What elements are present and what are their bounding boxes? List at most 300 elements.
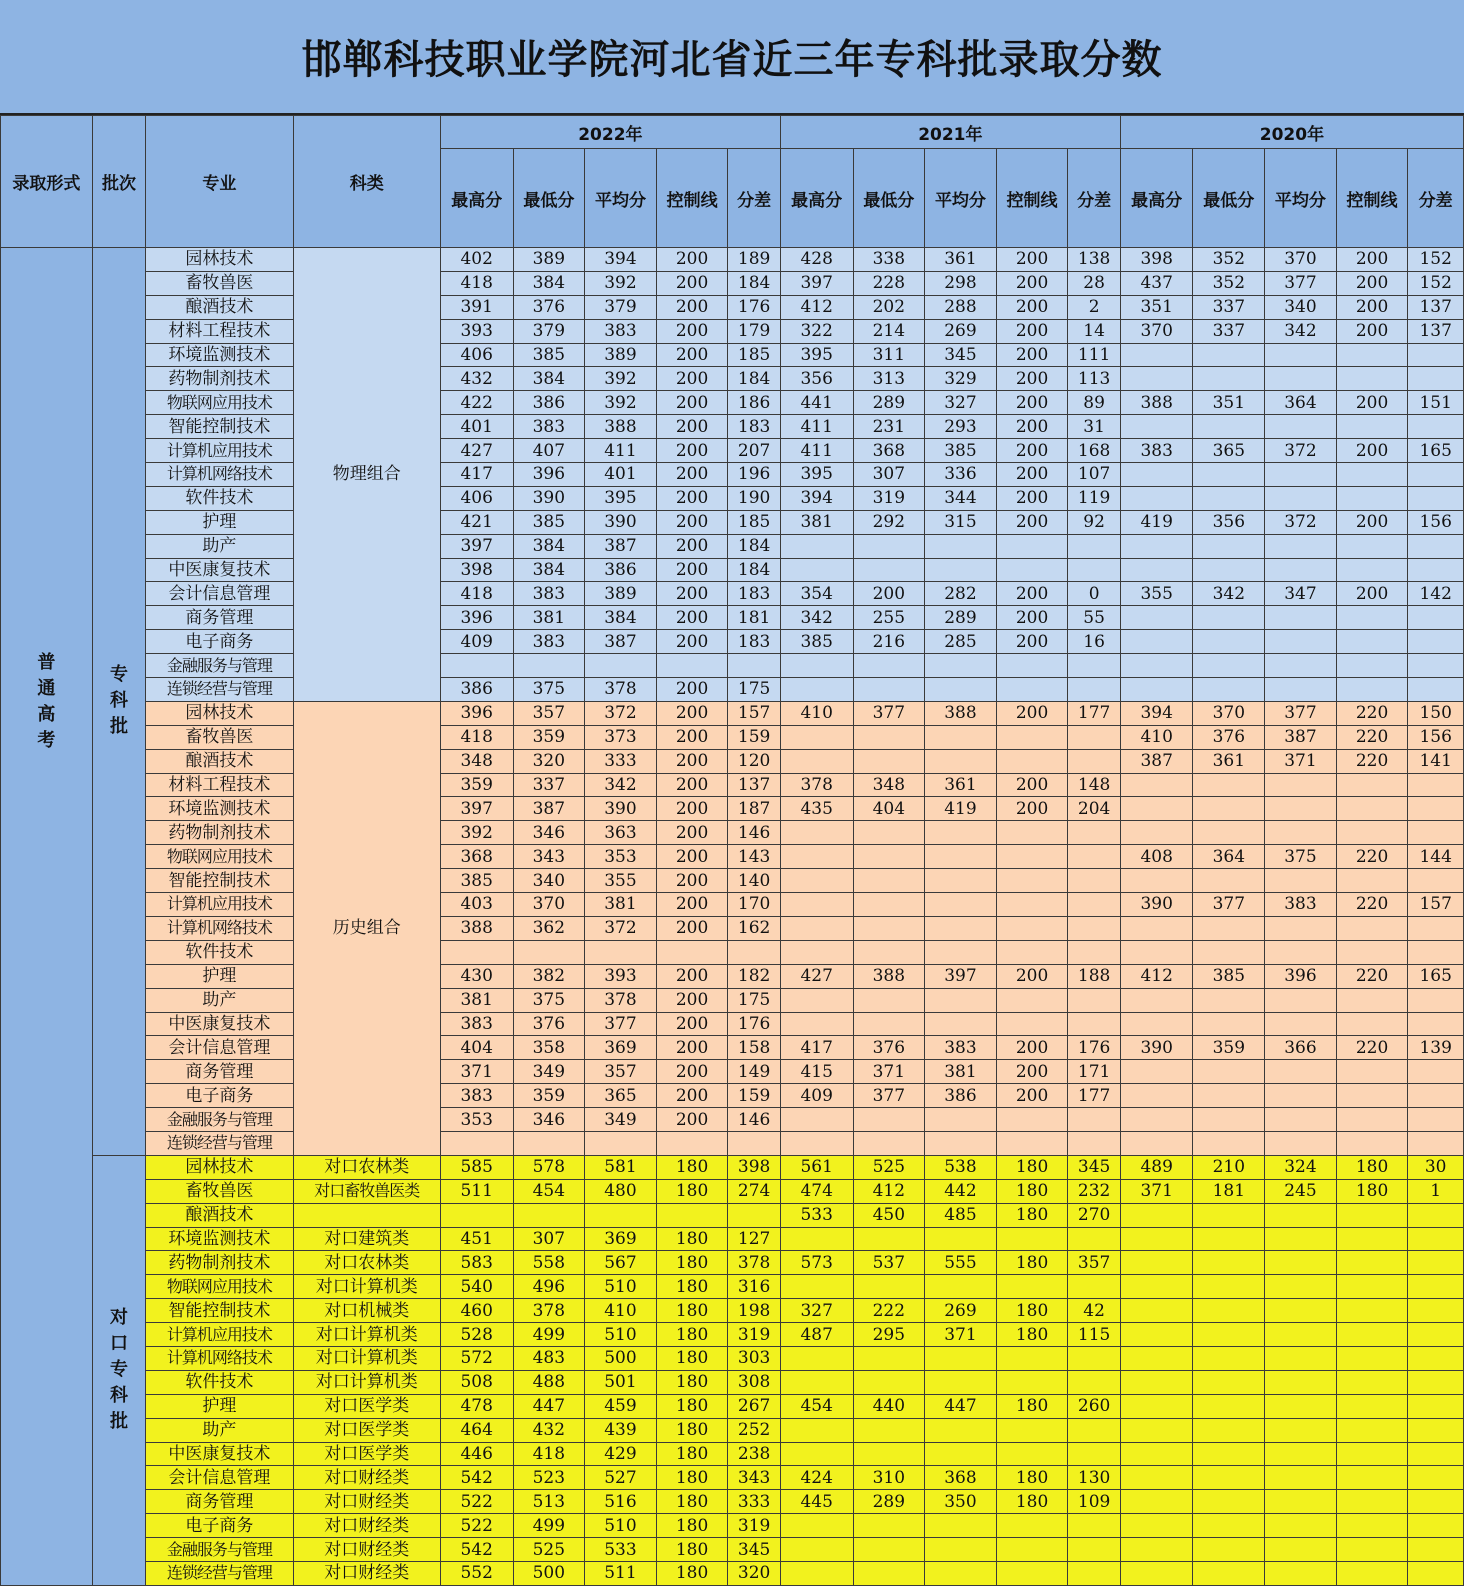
header-year-2020: 2020年: [1120, 116, 1463, 149]
score-cell: [1408, 1323, 1464, 1347]
score-cell: [1336, 1394, 1408, 1418]
score-cell: [853, 869, 925, 893]
score-cell: [1265, 1370, 1337, 1394]
score-cell: 220: [1336, 964, 1408, 988]
score-cell: [1265, 367, 1337, 391]
score-cell: 451: [440, 1227, 513, 1251]
score-cell: 303: [728, 1346, 780, 1370]
score-cell: [780, 1275, 853, 1299]
score-cell: [925, 749, 997, 773]
mode-cell-label: 普通高考: [37, 651, 56, 751]
major-cell: 软件技术: [146, 940, 293, 964]
table-body: [1, 248, 1464, 1586]
score-cell: [780, 1538, 853, 1562]
major-cell: 金融服务与管理: [146, 1538, 293, 1562]
subject-cell: 对口财经类: [293, 1466, 440, 1490]
score-cell: 185: [728, 343, 780, 367]
table-row: [1, 463, 1464, 487]
table-row: [1, 964, 1464, 988]
score-cell: 388: [440, 916, 513, 940]
major-cell: 护理: [146, 510, 293, 534]
score-cell: 159: [728, 1084, 780, 1108]
score-cell: 0: [1068, 582, 1120, 606]
score-cell: [1120, 916, 1193, 940]
score-cell: 322: [780, 319, 853, 343]
score-cell: 200: [656, 797, 728, 821]
major-cell: 畜牧兽医: [146, 1179, 293, 1203]
score-cell: [1193, 486, 1265, 510]
score-cell: 527: [585, 1466, 657, 1490]
score-cell: 184: [728, 271, 780, 295]
score-cell: 383: [513, 582, 585, 606]
score-cell: [1193, 606, 1265, 630]
table-row: [1, 271, 1464, 295]
score-cell: [1193, 463, 1265, 487]
score-cell: 152: [1408, 271, 1464, 295]
score-cell: 381: [440, 988, 513, 1012]
score-cell: [1408, 1466, 1464, 1490]
score-cell: 180: [656, 1323, 728, 1347]
score-cell: [780, 869, 853, 893]
score-cell: [925, 558, 997, 582]
score-cell: [1068, 654, 1120, 678]
major-cell: 电子商务: [146, 1084, 293, 1108]
score-cell: 165: [1408, 439, 1464, 463]
score-cell: 379: [585, 295, 657, 319]
score-cell: [925, 1227, 997, 1251]
score-cell: 180: [996, 1323, 1068, 1347]
score-cell: [1336, 463, 1408, 487]
score-cell: [853, 725, 925, 749]
score-cell: 392: [585, 271, 657, 295]
score-cell: 377: [1193, 893, 1265, 917]
score-cell: 289: [853, 1490, 925, 1514]
table-row: [1, 1275, 1464, 1299]
score-cell: 150: [1408, 701, 1464, 725]
score-cell: [513, 1131, 585, 1155]
table-row: [1, 1490, 1464, 1514]
score-cell: 175: [728, 988, 780, 1012]
score-cell: 487: [780, 1323, 853, 1347]
table-row: [1, 1466, 1464, 1490]
score-cell: 522: [440, 1514, 513, 1538]
score-cell: [1120, 1561, 1193, 1585]
score-cell: 92: [1068, 510, 1120, 534]
score-cell: 184: [728, 558, 780, 582]
score-cell: 159: [728, 725, 780, 749]
score-cell: [1120, 1538, 1193, 1562]
score-cell: 200: [656, 606, 728, 630]
score-cell: 349: [513, 1060, 585, 1084]
score-cell: [1265, 486, 1337, 510]
score-cell: 342: [585, 773, 657, 797]
score-cell: 252: [728, 1418, 780, 1442]
score-cell: 119: [1068, 486, 1120, 510]
score-cell: 386: [440, 678, 513, 702]
score-cell: 499: [513, 1514, 585, 1538]
score-cell: 371: [925, 1323, 997, 1347]
score-cell: [780, 988, 853, 1012]
score-cell: 344: [925, 486, 997, 510]
score-cell: 384: [513, 534, 585, 558]
table-header: [1, 116, 1464, 248]
score-cell: 393: [585, 964, 657, 988]
score-cell: [1265, 463, 1337, 487]
score-cell: [1408, 415, 1464, 439]
score-cell: 200: [656, 1084, 728, 1108]
score-cell: [1120, 1299, 1193, 1323]
score-cell: 313: [853, 367, 925, 391]
score-cell: [780, 1108, 853, 1132]
score-cell: [996, 1275, 1068, 1299]
score-cell: 200: [656, 1036, 728, 1060]
table-row: [1, 725, 1464, 749]
score-cell: [1408, 1203, 1464, 1227]
score-cell: [1336, 1323, 1408, 1347]
score-cell: [1068, 1227, 1120, 1251]
score-cell: [1408, 1561, 1464, 1585]
score-cell: 410: [780, 701, 853, 725]
major-cell: 中医康复技术: [146, 1012, 293, 1036]
score-cell: 383: [1265, 893, 1337, 917]
score-cell: 316: [728, 1275, 780, 1299]
subject-cell: 对口医学类: [293, 1442, 440, 1466]
score-cell: 383: [1120, 439, 1193, 463]
score-cell: 371: [1265, 749, 1337, 773]
score-cell: 351: [1120, 295, 1193, 319]
score-cell: 270: [1068, 1203, 1120, 1227]
score-cell: 474: [780, 1179, 853, 1203]
score-cell: 383: [513, 415, 585, 439]
major-cell: 畜牧兽医: [146, 271, 293, 295]
score-cell: [1336, 486, 1408, 510]
score-cell: [1265, 1490, 1337, 1514]
score-cell: 362: [513, 916, 585, 940]
score-cell: [1120, 1442, 1193, 1466]
major-cell: 药物制剂技术: [146, 367, 293, 391]
score-cell: [1193, 916, 1265, 940]
score-cell: 353: [585, 845, 657, 869]
score-cell: 295: [853, 1323, 925, 1347]
score-cell: 364: [1265, 391, 1337, 415]
score-cell: 200: [996, 391, 1068, 415]
header-metric: 分差: [1068, 149, 1120, 248]
score-cell: [853, 1108, 925, 1132]
major-cell: 会计信息管理: [146, 1036, 293, 1060]
score-cell: 395: [585, 486, 657, 510]
score-cell: 352: [1193, 248, 1265, 272]
major-cell: 金融服务与管理: [146, 654, 293, 678]
table-row: [1, 630, 1464, 654]
score-cell: 585: [440, 1155, 513, 1179]
score-cell: 220: [1336, 1036, 1408, 1060]
score-cell: [925, 1012, 997, 1036]
major-cell: 智能控制技术: [146, 415, 293, 439]
score-cell: [853, 1131, 925, 1155]
score-cell: [1120, 988, 1193, 1012]
score-cell: 435: [780, 797, 853, 821]
score-cell: 311: [853, 343, 925, 367]
score-cell: [925, 678, 997, 702]
score-cell: 220: [1336, 725, 1408, 749]
score-cell: 338: [853, 248, 925, 272]
subject-cell: 对口医学类: [293, 1418, 440, 1442]
score-cell: 409: [780, 1084, 853, 1108]
score-cell: 359: [1193, 1036, 1265, 1060]
score-cell: 200: [656, 773, 728, 797]
score-cell: 200: [1336, 248, 1408, 272]
score-cell: [1193, 1561, 1265, 1585]
score-cell: [1408, 1251, 1464, 1275]
score-cell: [1265, 1060, 1337, 1084]
score-cell: 354: [780, 582, 853, 606]
score-cell: 447: [925, 1394, 997, 1418]
score-cell: 510: [585, 1514, 657, 1538]
score-cell: 370: [513, 893, 585, 917]
score-cell: 389: [585, 343, 657, 367]
score-cell: 200: [656, 534, 728, 558]
score-cell: [996, 725, 1068, 749]
score-cell: 396: [440, 606, 513, 630]
score-cell: [996, 1108, 1068, 1132]
score-cell: [1336, 1012, 1408, 1036]
score-cell: [1336, 1561, 1408, 1585]
table-row: [1, 869, 1464, 893]
major-cell: 酿酒技术: [146, 1203, 293, 1227]
score-cell: 200: [656, 391, 728, 415]
score-cell: [996, 845, 1068, 869]
score-cell: [1265, 1514, 1337, 1538]
score-cell: [585, 940, 657, 964]
score-cell: 384: [585, 606, 657, 630]
major-cell: 护理: [146, 964, 293, 988]
score-cell: 109: [1068, 1490, 1120, 1514]
score-cell: [1193, 1108, 1265, 1132]
score-cell: [996, 940, 1068, 964]
score-cell: [925, 916, 997, 940]
score-cell: [780, 654, 853, 678]
score-cell: 387: [585, 630, 657, 654]
score-cell: 387: [1265, 725, 1337, 749]
score-cell: [925, 1514, 997, 1538]
header-subject: 科类: [293, 116, 440, 248]
score-cell: 412: [853, 1179, 925, 1203]
table-row: [1, 1179, 1464, 1203]
score-cell: 171: [1068, 1060, 1120, 1084]
score-cell: 429: [585, 1442, 657, 1466]
score-cell: 442: [925, 1179, 997, 1203]
score-cell: 342: [1265, 319, 1337, 343]
score-cell: [1193, 367, 1265, 391]
score-cell: 200: [1336, 295, 1408, 319]
score-cell: 320: [728, 1561, 780, 1585]
score-cell: 200: [996, 463, 1068, 487]
score-cell: 440: [853, 1394, 925, 1418]
score-cell: 459: [585, 1394, 657, 1418]
score-cell: 389: [513, 248, 585, 272]
score-cell: 390: [513, 486, 585, 510]
score-cell: 384: [513, 558, 585, 582]
score-cell: [513, 940, 585, 964]
score-cell: 406: [440, 343, 513, 367]
score-cell: 377: [1265, 701, 1337, 725]
score-cell: 357: [1068, 1251, 1120, 1275]
score-cell: [1193, 797, 1265, 821]
table-row: [1, 1394, 1464, 1418]
score-cell: 146: [728, 1108, 780, 1132]
score-cell: 387: [513, 797, 585, 821]
score-cell: [1408, 1131, 1464, 1155]
subject-cell: 对口医学类: [293, 1394, 440, 1418]
subject-cell: 对口畜牧兽医类: [293, 1179, 440, 1203]
score-cell: 347: [1265, 582, 1337, 606]
score-cell: 337: [513, 773, 585, 797]
score-cell: 419: [925, 797, 997, 821]
score-cell: 120: [728, 749, 780, 773]
table-row: [1, 486, 1464, 510]
score-cell: 353: [440, 1108, 513, 1132]
major-cell: 商务管理: [146, 606, 293, 630]
score-cell: [1193, 821, 1265, 845]
score-cell: 200: [656, 869, 728, 893]
score-cell: 285: [925, 630, 997, 654]
score-cell: [1336, 1370, 1408, 1394]
score-cell: [1120, 1323, 1193, 1347]
score-cell: 528: [440, 1323, 513, 1347]
score-cell: 319: [728, 1323, 780, 1347]
score-cell: [1336, 1108, 1408, 1132]
score-cell: 439: [585, 1418, 657, 1442]
mode-cell-continued: [1, 1155, 93, 1585]
score-cell: 355: [585, 869, 657, 893]
score-cell: 329: [925, 367, 997, 391]
score-cell: 200: [1336, 510, 1408, 534]
score-cell: 269: [925, 319, 997, 343]
score-cell: 510: [585, 1323, 657, 1347]
score-cell: [1193, 1418, 1265, 1442]
score-cell: 375: [1265, 845, 1337, 869]
score-cell: 510: [585, 1275, 657, 1299]
header-metric: 最高分: [1120, 149, 1193, 248]
score-cell: [1068, 845, 1120, 869]
score-cell: [1120, 1131, 1193, 1155]
score-cell: [1068, 1108, 1120, 1132]
mode-cell: [1, 248, 93, 1156]
score-cell: 115: [1068, 1323, 1120, 1347]
score-cell: [1336, 534, 1408, 558]
table-row: [1, 1561, 1464, 1585]
table-row: [1, 1012, 1464, 1036]
score-cell: [780, 1514, 853, 1538]
score-cell: 383: [585, 319, 657, 343]
batch-cell: [92, 1155, 145, 1585]
score-cell: 357: [585, 1060, 657, 1084]
score-cell: 418: [440, 582, 513, 606]
score-cell: [780, 893, 853, 917]
score-cell: 376: [853, 1036, 925, 1060]
score-cell: 196: [728, 463, 780, 487]
score-cell: 200: [996, 439, 1068, 463]
score-cell: 372: [1265, 510, 1337, 534]
score-cell: 379: [513, 319, 585, 343]
table-row: [1, 295, 1464, 319]
score-cell: [1120, 1394, 1193, 1418]
score-cell: [1193, 988, 1265, 1012]
score-cell: [1265, 773, 1337, 797]
score-cell: [996, 1538, 1068, 1562]
score-cell: 320: [513, 749, 585, 773]
score-cell: 419: [1120, 510, 1193, 534]
score-cell: 375: [513, 678, 585, 702]
score-cell: [1120, 463, 1193, 487]
major-cell: 材料工程技术: [146, 319, 293, 343]
major-cell: 中医康复技术: [146, 1442, 293, 1466]
score-cell: [1120, 415, 1193, 439]
score-cell: 204: [1068, 797, 1120, 821]
score-cell: 200: [996, 1036, 1068, 1060]
score-cell: 157: [728, 701, 780, 725]
score-cell: 412: [1120, 964, 1193, 988]
score-cell: 365: [1193, 439, 1265, 463]
score-cell: 200: [656, 510, 728, 534]
score-cell: 418: [440, 271, 513, 295]
score-cell: [780, 678, 853, 702]
score-cell: [853, 1418, 925, 1442]
score-cell: 454: [780, 1394, 853, 1418]
score-cell: [1193, 773, 1265, 797]
score-cell: 500: [513, 1561, 585, 1585]
score-cell: [1193, 630, 1265, 654]
score-cell: [1336, 1514, 1408, 1538]
score-cell: 180: [656, 1490, 728, 1514]
score-cell: 396: [1265, 964, 1337, 988]
score-cell: [925, 1108, 997, 1132]
score-cell: 406: [440, 486, 513, 510]
score-cell: 377: [853, 701, 925, 725]
score-cell: [1408, 367, 1464, 391]
score-cell: [1068, 869, 1120, 893]
score-cell: 183: [728, 415, 780, 439]
score-cell: [1265, 1084, 1337, 1108]
score-cell: 378: [513, 1299, 585, 1323]
table-row: [1, 1084, 1464, 1108]
score-cell: 2: [1068, 295, 1120, 319]
score-cell: 386: [925, 1084, 997, 1108]
score-cell: 180: [996, 1251, 1068, 1275]
score-cell: [728, 940, 780, 964]
major-cell: 电子商务: [146, 1514, 293, 1538]
score-cell: 14: [1068, 319, 1120, 343]
score-cell: 581: [585, 1155, 657, 1179]
score-cell: [1120, 797, 1193, 821]
score-cell: 363: [585, 821, 657, 845]
score-cell: 200: [656, 821, 728, 845]
major-cell: 计算机网络技术: [146, 463, 293, 487]
score-cell: 397: [440, 797, 513, 821]
score-cell: 184: [728, 367, 780, 391]
score-cell: [1068, 1418, 1120, 1442]
score-cell: 343: [728, 1466, 780, 1490]
score-cell: 180: [656, 1466, 728, 1490]
score-cell: [656, 1131, 728, 1155]
score-cell: 200: [656, 1108, 728, 1132]
table-row: [1, 916, 1464, 940]
score-cell: [780, 1561, 853, 1585]
score-cell: 200: [656, 582, 728, 606]
score-cell: 200: [996, 797, 1068, 821]
score-cell: [1408, 1514, 1464, 1538]
score-cell: [780, 534, 853, 558]
